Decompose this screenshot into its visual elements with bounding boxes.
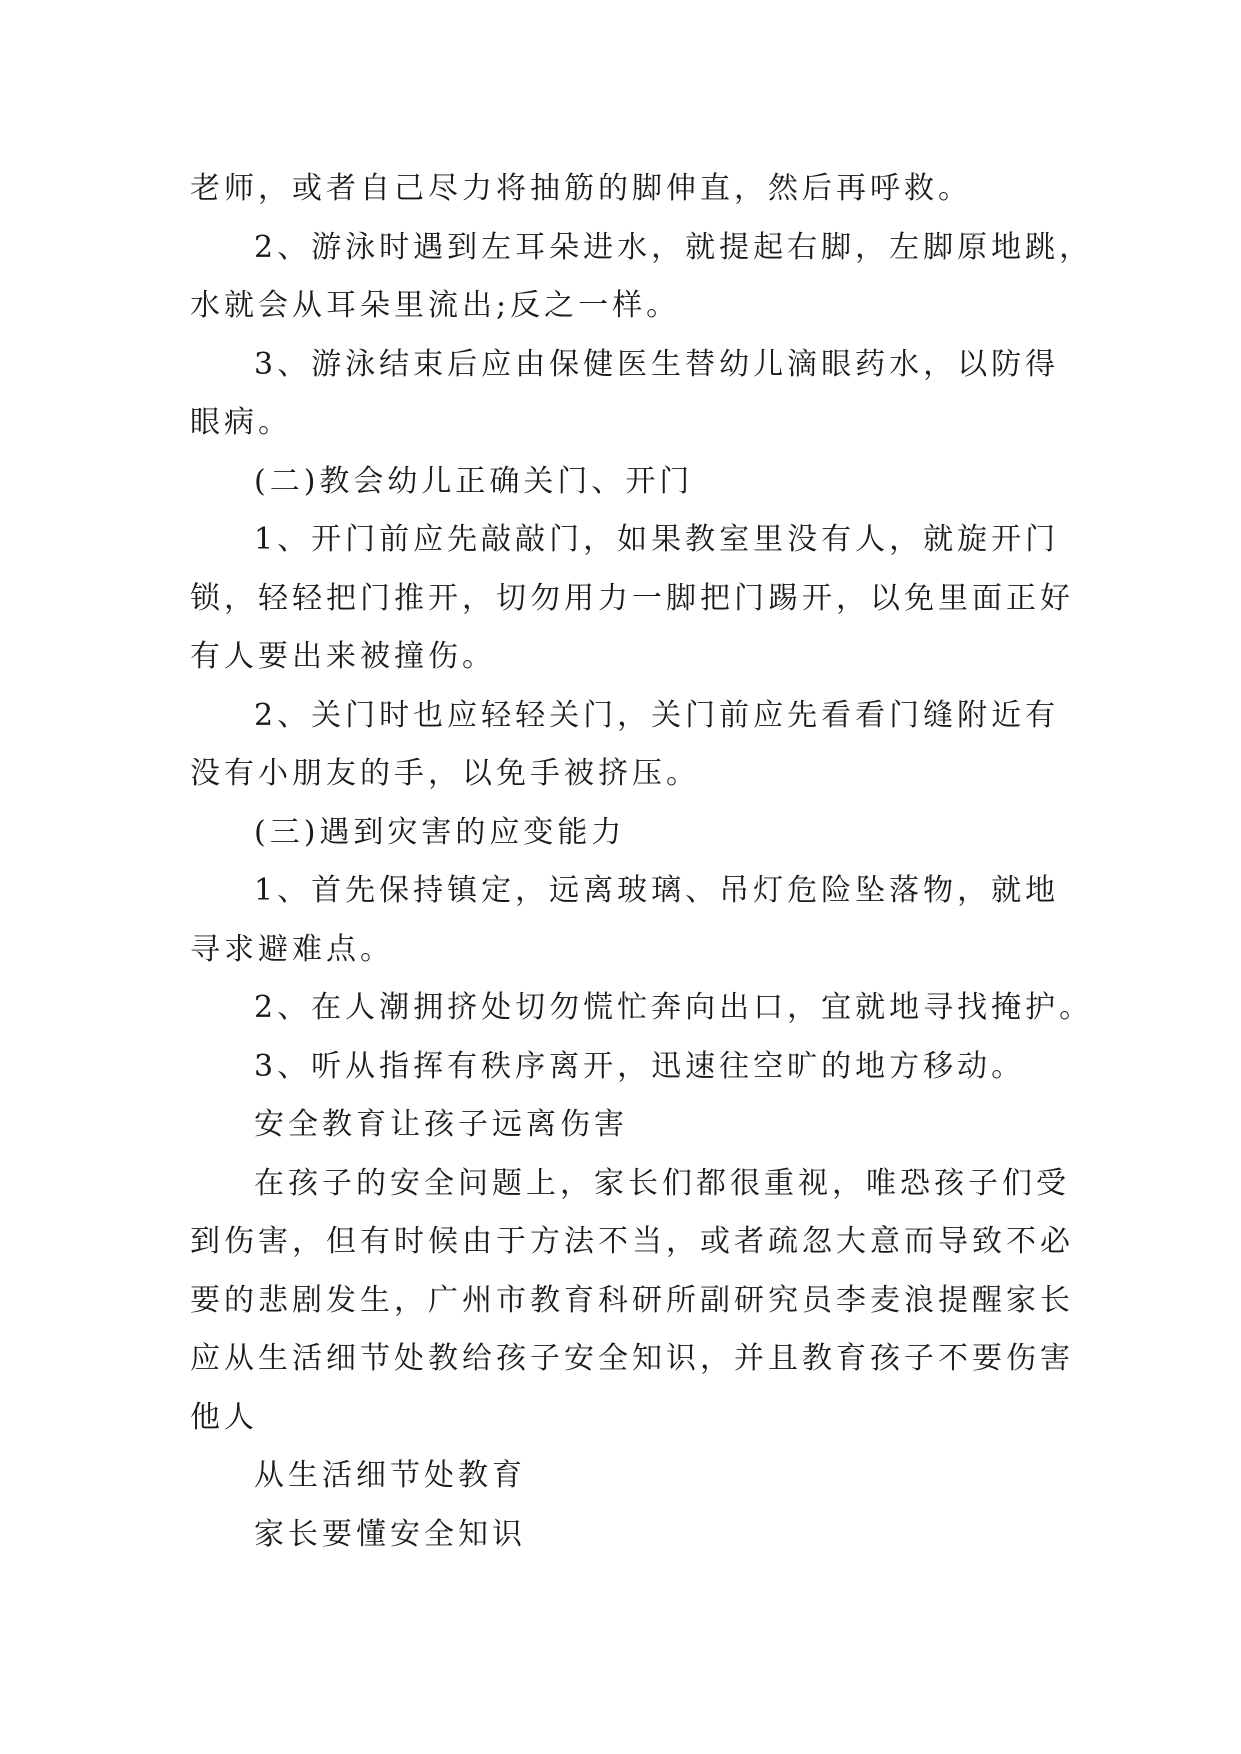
text-line: 没有小朋友的手，以免手被挤压。 — [190, 756, 700, 791]
text-line: 到伤害，但有时候由于方法不当，或者疏忽大意而导致不必 — [190, 1224, 1074, 1259]
document-body — [190, 160, 1094, 1564]
text-line: 眼病。 — [190, 405, 292, 440]
text-line: 锁，轻轻把门推开，切勿用力一脚把门踢开，以免里面正好 — [190, 580, 1074, 616]
text-line: 寻求避难点。 — [190, 931, 394, 967]
section-heading-disaster: (三)遇到灾害的应变能力 — [254, 814, 626, 850]
text-line: 有人要出来被撞伤。 — [190, 639, 496, 674]
text-line-item-3-evacuate: 3、听从指挥有秩序离开，迅速往空旷的地方移动。 — [254, 1048, 1026, 1084]
section-heading-doors: (二)教会幼儿正确关门、开门 — [254, 463, 694, 499]
subheading-daily-life: 从生活细节处教育 — [254, 1458, 526, 1493]
text-line-item-2-close-door: 2、关门时也应轻轻关门，关门前应先看看门缝附近有 — [254, 697, 1060, 733]
text-line-intro: 在孩子的安全问题上，家长们都很重视，唯恐孩子们受 — [254, 1165, 1070, 1201]
text-line: 应从生活细节处教给孩子安全知识，并且教育孩子不要伤害 — [190, 1341, 1074, 1376]
text-line: 他人 — [190, 1399, 258, 1435]
text-line: 水就会从耳朵里流出;反之一样。 — [190, 288, 681, 323]
text-line-item-2-earwater: 2、游泳时遇到左耳朵进水，就提起右脚，左脚原地跳， — [254, 229, 1094, 265]
text-line-item-3-eyedrops: 3、游泳结束后应由保健医生替幼儿滴眼药水，以防得 — [254, 346, 1060, 382]
text-line-item-1-open-door: 1、开门前应先敲敲门，如果教室里没有人，就旋开门 — [254, 522, 1060, 557]
text-line-item-2-crowd: 2、在人潮拥挤处切勿慌忙奔向出口，宜就地寻找掩护。 — [254, 990, 1094, 1025]
subheading-parents-knowledge: 家长要懂安全知识 — [254, 1516, 526, 1552]
text-line: 要的悲剧发生，广州市教育科研所副研究员李麦浪提醒家长 — [190, 1282, 1074, 1318]
article-title: 安全教育让孩子远离伤害 — [254, 1107, 628, 1142]
text-line-item-1-stay-calm: 1、首先保持镇定，远离玻璃、吊灯危险坠落物，就地 — [254, 873, 1060, 908]
text-line-continuation: 老师，或者自己尽力将抽筋的脚伸直，然后再呼救。 — [190, 171, 972, 206]
